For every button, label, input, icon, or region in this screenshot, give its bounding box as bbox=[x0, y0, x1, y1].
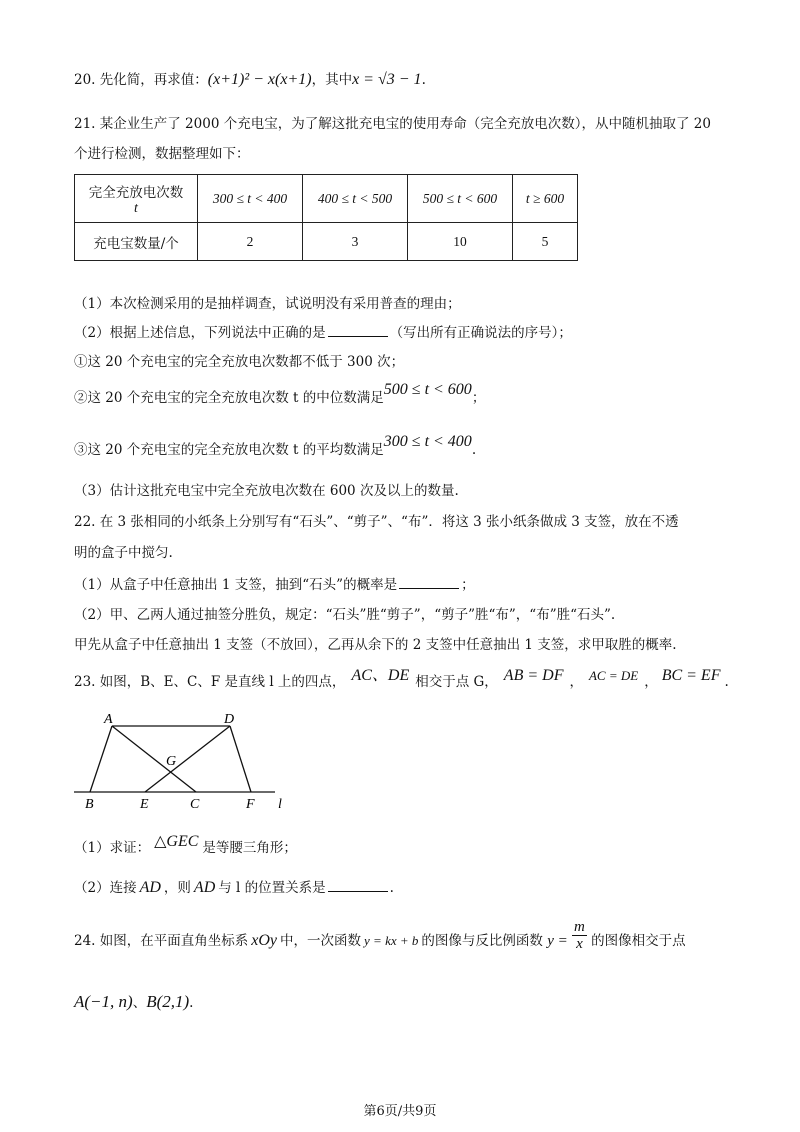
table-count-3: 10 bbox=[408, 223, 513, 261]
segment-DE bbox=[145, 726, 230, 792]
label-D: D bbox=[224, 712, 235, 727]
q24-point-A: A(−1, n) bbox=[74, 992, 133, 1011]
label-E: E bbox=[140, 797, 149, 812]
q21-statement1: ①这 20 个充电宝的完全充放电次数都不低于 300 次； bbox=[74, 354, 405, 370]
q24-line1 bbox=[74, 919, 686, 958]
label-l: l bbox=[278, 797, 282, 812]
q24-point-B: B(2,1) bbox=[146, 992, 190, 1011]
answer-blank[interactable] bbox=[328, 322, 388, 337]
q22-part1-text: （1）从盒子中任意抽出 1 支签，抽到“石头”的概率是 bbox=[74, 577, 398, 593]
q22-line1: 22. 在 3 张相同的小纸条上分别写有“石头”、“剪子”、“布”．将这 3 张小纸条做成 3 支签，放在不透 bbox=[74, 514, 679, 530]
q23-eq3: BC = EF bbox=[661, 667, 721, 684]
q21-statement2 bbox=[74, 381, 486, 408]
table-header-var: t bbox=[134, 200, 138, 216]
q23-AD-1: AD bbox=[139, 879, 161, 896]
table-count-4: 5 bbox=[513, 223, 578, 261]
q23-part2-then: ，则 bbox=[163, 880, 191, 896]
segment-DF bbox=[230, 726, 251, 792]
q24-intro: 24. 如图，在平面直角坐标系 bbox=[74, 933, 249, 949]
q23-part2-end: . bbox=[389, 880, 394, 896]
label-C: C bbox=[190, 797, 200, 812]
q22-line2: 明的盒子中搅匀. bbox=[74, 545, 173, 561]
q21-part2-text: （2）根据上述信息，下列说法中正确的是 bbox=[74, 325, 326, 341]
q22-part2: （2）甲、乙两人通过抽签分胜负，规定：“石头”胜“剪子”，“剪子”胜“布”，“布”胜“石头”. bbox=[74, 607, 616, 623]
q24-end: . bbox=[189, 995, 194, 1011]
q21-statement3-end: . bbox=[471, 442, 477, 458]
table-header-label: 完全充放电次数 bbox=[88, 184, 184, 201]
q23-part2-rel: 与 l 的位置关系是 bbox=[218, 880, 326, 896]
q23-intro: 23. 如图，B、E、C、F 是直线 l 上的四点， bbox=[74, 674, 346, 690]
label-A: A bbox=[104, 712, 113, 727]
q21-statement3-math: 300 ≤ t < 400 bbox=[383, 433, 472, 450]
table-range-1: 300 ≤ t < 400 bbox=[198, 175, 303, 223]
q22-part1 bbox=[74, 574, 475, 595]
q23-AD-2: AD bbox=[193, 879, 216, 896]
q21-part1: （1）本次检测采用的是抽样调查，试说明没有采用普查的理由； bbox=[74, 296, 461, 312]
q24-sep: 、 bbox=[132, 995, 147, 1011]
q23-part2-text: （2）连接 bbox=[74, 880, 137, 896]
q22-part2-cont: 甲先从盒子中任意抽出 1 支签（不放回），乙再从余下的 2 支签中任意抽出 1 支签，求甲取胜的概率. bbox=[74, 637, 677, 653]
q23-line: 23. 如图，B、E、C、F 是直线 l 上的四点， AC、DE 相交于点 G， AB = DF ， AC = DE ， BC = EF . bbox=[74, 667, 729, 690]
q21-part3: （3）估计这批充电宝中完全充放电次数在 600 次及以上的数量. bbox=[74, 483, 459, 499]
q21-line1: 21. 某企业生产了 2000 个充电宝，为了解这批充电宝的使用寿命（完全充放电次数），从中随机抽取了 20 bbox=[74, 116, 711, 132]
q22-part1-end: ； bbox=[461, 577, 475, 593]
q20-line bbox=[74, 70, 426, 90]
q24-frac-lhs: y = bbox=[547, 933, 568, 949]
charge-table bbox=[74, 174, 578, 261]
answer-blank[interactable] bbox=[399, 574, 459, 589]
table-header-label-cell bbox=[75, 175, 198, 223]
geometry-figure bbox=[70, 708, 300, 813]
q20-end: . bbox=[421, 72, 426, 88]
q21-part2 bbox=[74, 322, 572, 343]
q20-mid: ，其中 bbox=[311, 72, 353, 88]
table-row-label: 充电宝数量/个 bbox=[75, 223, 198, 261]
q20-prefix: 20. 先化简，再求值： bbox=[74, 72, 208, 88]
answer-blank[interactable] bbox=[328, 877, 388, 892]
q21-line2: 个进行检测，数据整理如下： bbox=[74, 146, 250, 162]
page-footer: 第6页/共9页 bbox=[363, 1104, 437, 1119]
q24-inverse: 的图像与反比例函数 bbox=[421, 933, 543, 949]
q23-lines: AC、DE bbox=[351, 667, 410, 684]
q24-frac-num: m bbox=[574, 919, 585, 935]
q21-statement2-math: 500 ≤ t < 600 bbox=[383, 381, 472, 398]
q23-part1 bbox=[74, 833, 297, 858]
table-range-2: 400 ≤ t < 500 bbox=[303, 175, 408, 223]
segment-AB bbox=[90, 726, 112, 792]
q23-part1-end: 是等腰三角形； bbox=[202, 840, 297, 856]
q24-fraction bbox=[572, 919, 587, 952]
q24-linear: 中，一次函数 bbox=[280, 933, 362, 949]
q21-statement3-text: ③这 20 个充电宝的完全充放电次数 t 的平均数满足 bbox=[74, 442, 384, 458]
q24-line2 bbox=[74, 992, 193, 1013]
table-count-1: 2 bbox=[198, 223, 303, 261]
q21-part2-note: （写出所有正确说法的序号）； bbox=[389, 325, 572, 341]
q24-frac-den: x bbox=[576, 936, 583, 952]
label-B: B bbox=[85, 797, 94, 812]
q24-linear-eq: y = kx + b bbox=[364, 933, 419, 948]
q23-eq1: AB = DF bbox=[503, 667, 564, 684]
q23-intersect: 相交于点 G， bbox=[415, 674, 498, 690]
segment-AC bbox=[112, 726, 196, 792]
q21-statement2-text: ②这 20 个充电宝的完全充放电次数 t 的中位数满足 bbox=[74, 390, 384, 406]
q23-part1-text: （1）求证： bbox=[74, 840, 151, 856]
q24-intersect: 的图像相交于点 bbox=[591, 933, 686, 949]
label-F: F bbox=[246, 797, 255, 812]
q23-part2 bbox=[74, 877, 394, 898]
q24-xoy: xOy bbox=[251, 932, 278, 949]
label-G: G bbox=[166, 754, 177, 769]
q20-expression: (x+1)² − x(x+1) bbox=[207, 71, 312, 88]
q21-statement2-end: ； bbox=[471, 390, 486, 406]
q20-condition: x = √3 − 1 bbox=[352, 71, 422, 88]
q23-triangle: △GEC bbox=[154, 833, 199, 850]
table-count-2: 3 bbox=[303, 223, 408, 261]
table-range-4: t ≥ 600 bbox=[513, 175, 578, 223]
q21-statement3 bbox=[74, 433, 477, 460]
q23-eq2: AC = DE bbox=[588, 668, 639, 683]
table-range-3: 500 ≤ t < 600 bbox=[408, 175, 513, 223]
